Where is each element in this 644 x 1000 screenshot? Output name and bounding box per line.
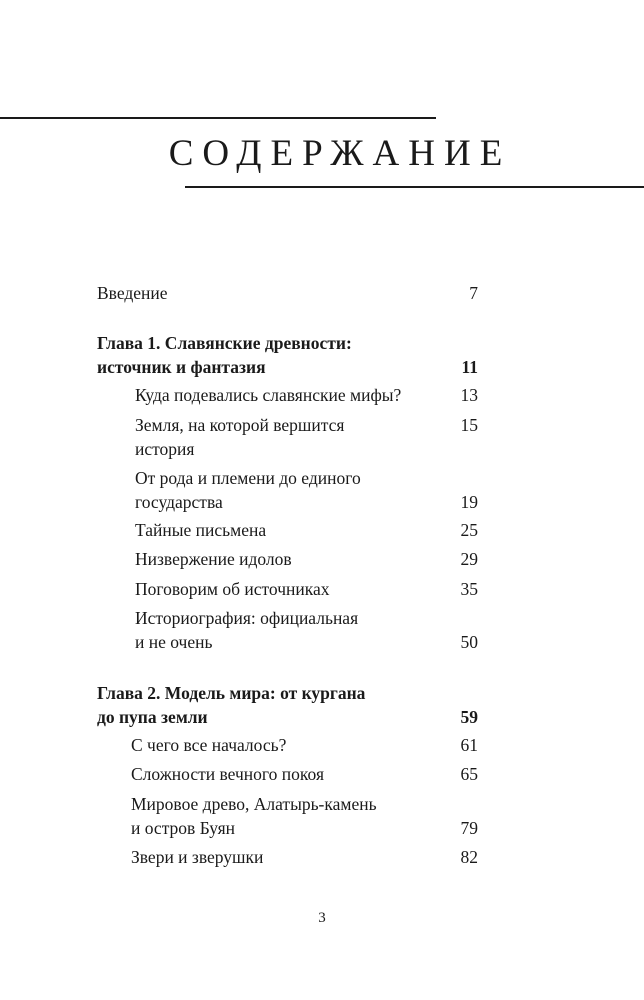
toc-entry-line: Сложности вечного покоя bbox=[131, 764, 324, 784]
toc-chapter-1 bbox=[97, 331, 352, 379]
toc-entry-line: С чего все началось? bbox=[131, 735, 287, 755]
toc-page-number: 79 bbox=[460, 818, 478, 838]
toc-entry-line: Тайные письмена bbox=[135, 520, 267, 540]
toc-page-number: 25 bbox=[460, 520, 478, 540]
toc-entry-line: до пупа земли bbox=[97, 707, 208, 727]
toc-entry-introduction bbox=[97, 281, 168, 305]
toc-entry bbox=[135, 518, 266, 542]
toc-entry bbox=[135, 577, 330, 601]
toc-entry bbox=[131, 792, 377, 840]
toc-entry bbox=[135, 466, 361, 514]
toc-entry-line: государства bbox=[135, 492, 223, 512]
toc-entry bbox=[135, 547, 292, 571]
toc-entry bbox=[131, 733, 286, 757]
top-rule bbox=[0, 117, 436, 119]
toc-entry-line: Поговорим об источниках bbox=[135, 579, 330, 599]
toc-page-number: 35 bbox=[460, 579, 478, 599]
toc-entry-line: Глава 2. Модель мира: от кургана bbox=[97, 683, 366, 703]
toc-entry-line: и не очень bbox=[135, 632, 213, 652]
toc-entry-line: Мировое древо, Алатырь-камень bbox=[131, 794, 377, 814]
toc-page-number: 61 bbox=[460, 735, 478, 755]
toc-chapter-2 bbox=[97, 681, 365, 729]
toc-page-number: 65 bbox=[460, 764, 478, 784]
toc-entry-line: Введение bbox=[97, 283, 168, 303]
toc-entry-line: Глава 1. Славянские древности: bbox=[97, 333, 352, 353]
toc-entry-line: история bbox=[135, 439, 195, 459]
toc-page-number: 11 bbox=[461, 357, 478, 377]
toc-page-number: 15 bbox=[460, 415, 478, 435]
toc-entry bbox=[131, 762, 324, 786]
toc-entry-line: и остров Буян bbox=[131, 818, 236, 838]
toc-entry-line: От рода и племени до единого bbox=[135, 468, 361, 488]
toc-entry-line: Низвержение идолов bbox=[135, 549, 292, 569]
toc-page-number: 50 bbox=[460, 632, 478, 652]
toc-page-number: 29 bbox=[460, 549, 478, 569]
page-title: СОДЕРЖАНИЕ bbox=[168, 133, 512, 174]
toc-page-number: 13 bbox=[460, 385, 478, 405]
toc-entry-line: Звери и зверушки bbox=[131, 847, 264, 867]
toc-entry bbox=[135, 383, 401, 407]
toc-page-number: 82 bbox=[460, 847, 478, 867]
toc-entry-line: Земля, на которой вершится bbox=[135, 415, 345, 435]
toc-page-number: 59 bbox=[460, 707, 478, 727]
toc-entry-line: источник и фантазия bbox=[97, 357, 266, 377]
folio-page-number: 3 bbox=[318, 910, 326, 926]
toc-page-number: 7 bbox=[469, 283, 478, 303]
title-underline-rule bbox=[185, 186, 644, 188]
toc-entry bbox=[135, 606, 358, 654]
toc-page-number: 19 bbox=[460, 492, 478, 512]
toc-entry-line: Куда подевались славянские мифы? bbox=[135, 385, 402, 405]
toc-entry bbox=[131, 845, 263, 869]
toc-entry-line: Историография: официальная bbox=[135, 608, 359, 628]
toc-entry bbox=[135, 413, 344, 461]
